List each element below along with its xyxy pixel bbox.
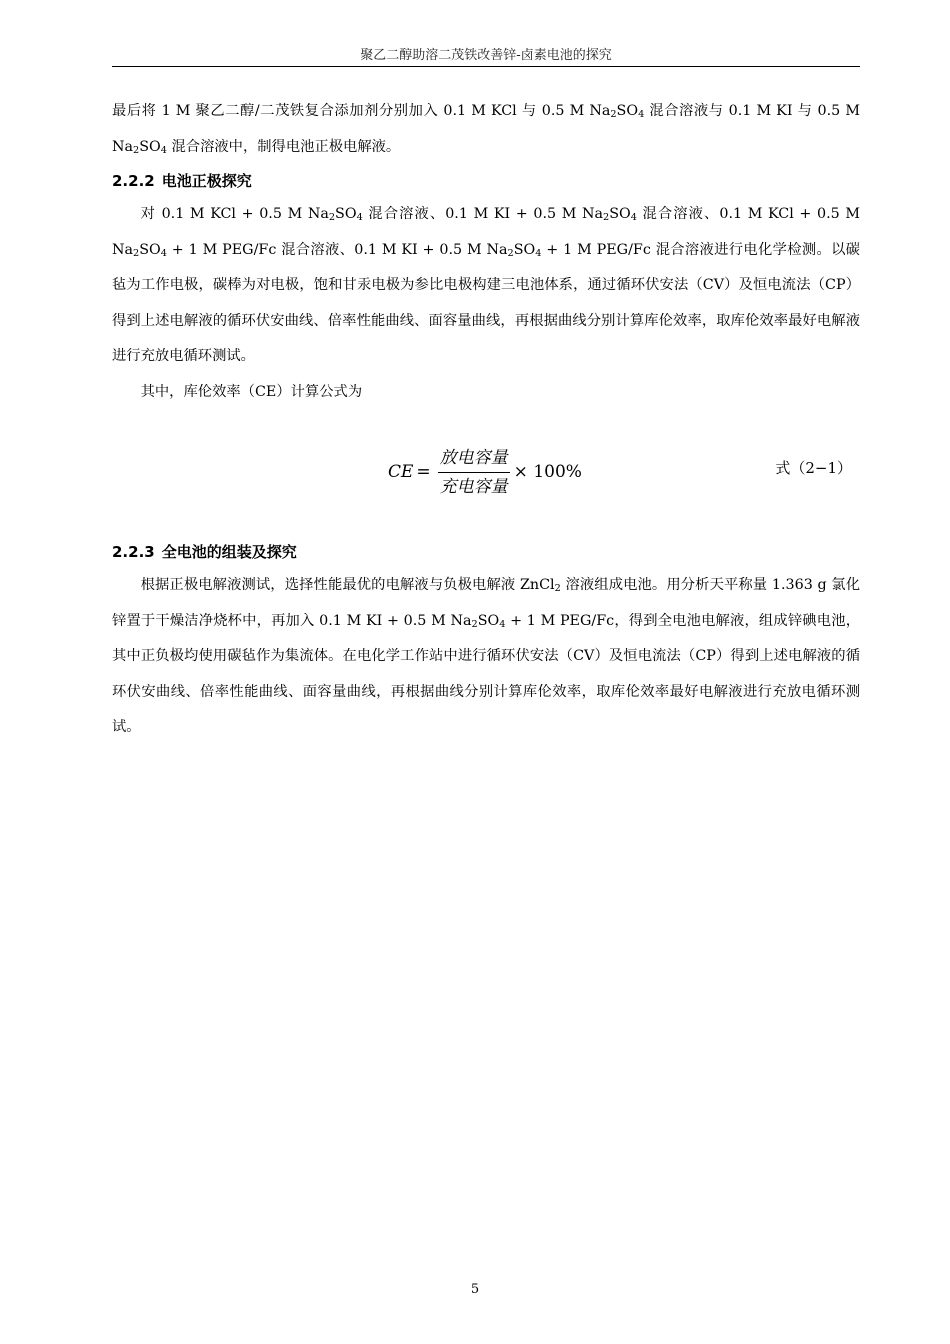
equation-label: 式（2−1） xyxy=(775,459,852,477)
section-paragraph-cathode: 对 0.1 M KCl + 0.5 M $Na_2SO_4$ 混合溶液、0.1 M KI + 0.5 M $Na_2SO_4$ 混合溶液、0.1 M KCl + 0.5 M $Na_2SO_4 + 1$ M PEG/Fc 混合溶液、0.1 M KI + 0.5 M $Na_2SO_4 + 1$ M PEG/Fc 混合溶液进行电化学检测。以碳毡为工作电极，碳棒为对电极，饱和甘汞电极为参比电极构建三电池体系，通过循环伏安法（CV）及恒电流法（CP）得到上述电解液的循环伏安曲线、倍率性能曲线、面容量曲线，再根据曲线分别计算库伦效率，取库伦效率最好电解液进行充放电循环测试。 xyxy=(112,206,860,364)
formula-equals: = xyxy=(416,461,431,482)
formula-numerator: 放电容量 xyxy=(438,444,510,473)
section-number: 2.2.3 xyxy=(112,543,155,561)
page-number: 5 xyxy=(470,1282,480,1297)
section-paragraph-full-cell: 根据正极电解液测试，选择性能最优的电解液与负极电解液 ZnCl$_2$ 溶液组成电池。用分析天平称量 1.363 g 氯化锌置于干燥洁净烧杯中，再加入 0.1 M KI + 0.5 M $Na_2SO_4 + 1$ M PEG/Fc，得到全电池电解液，组成锌碘电池，其中正负极均使用碳毡作为集流体。在电化学工作站中进行循环伏安法（CV）及恒电流法（CP）得到上述电解液的循环伏安曲线、倍率性能曲线、面容量曲线，再根据曲线分别计算库伦效率，取库伦效率最好电解液进行充放电循环测试。 xyxy=(112,577,860,735)
section-title: 电池正极探究 xyxy=(161,172,252,190)
header-rule xyxy=(112,66,860,67)
running-header: 聚乙二醇助溶二茂铁改善锌-卤素电池的探究 xyxy=(360,48,612,63)
section-heading-2-2-3 xyxy=(112,536,860,568)
section-title: 全电池的组装及探究 xyxy=(161,543,297,561)
formula-rhs: × 100% xyxy=(513,461,582,482)
ce-intro-paragraph: 其中，库伦效率（CE）计算公式为 xyxy=(140,383,363,400)
section-number: 2.2.2 xyxy=(112,172,155,190)
formula-lhs: CE xyxy=(388,461,414,482)
equation-block xyxy=(112,410,860,520)
formula-denominator: 充电容量 xyxy=(439,477,508,497)
section-heading-2-2-2 xyxy=(112,165,860,197)
formula-fraction xyxy=(438,444,510,501)
spacer xyxy=(112,520,860,536)
intro-paragraph: 最后将 1 M 聚乙二醇/二茂铁复合添加剂分别加入 0.1 M KCl 与 0.5 M $Na_2SO_4$ 混合溶液与 0.1 M KI 与 0.5 M $Na_2SO_4$ 混合溶液中，制得电池正极电解液。 xyxy=(112,103,860,156)
ce-formula xyxy=(388,444,582,501)
document-body xyxy=(112,94,860,746)
